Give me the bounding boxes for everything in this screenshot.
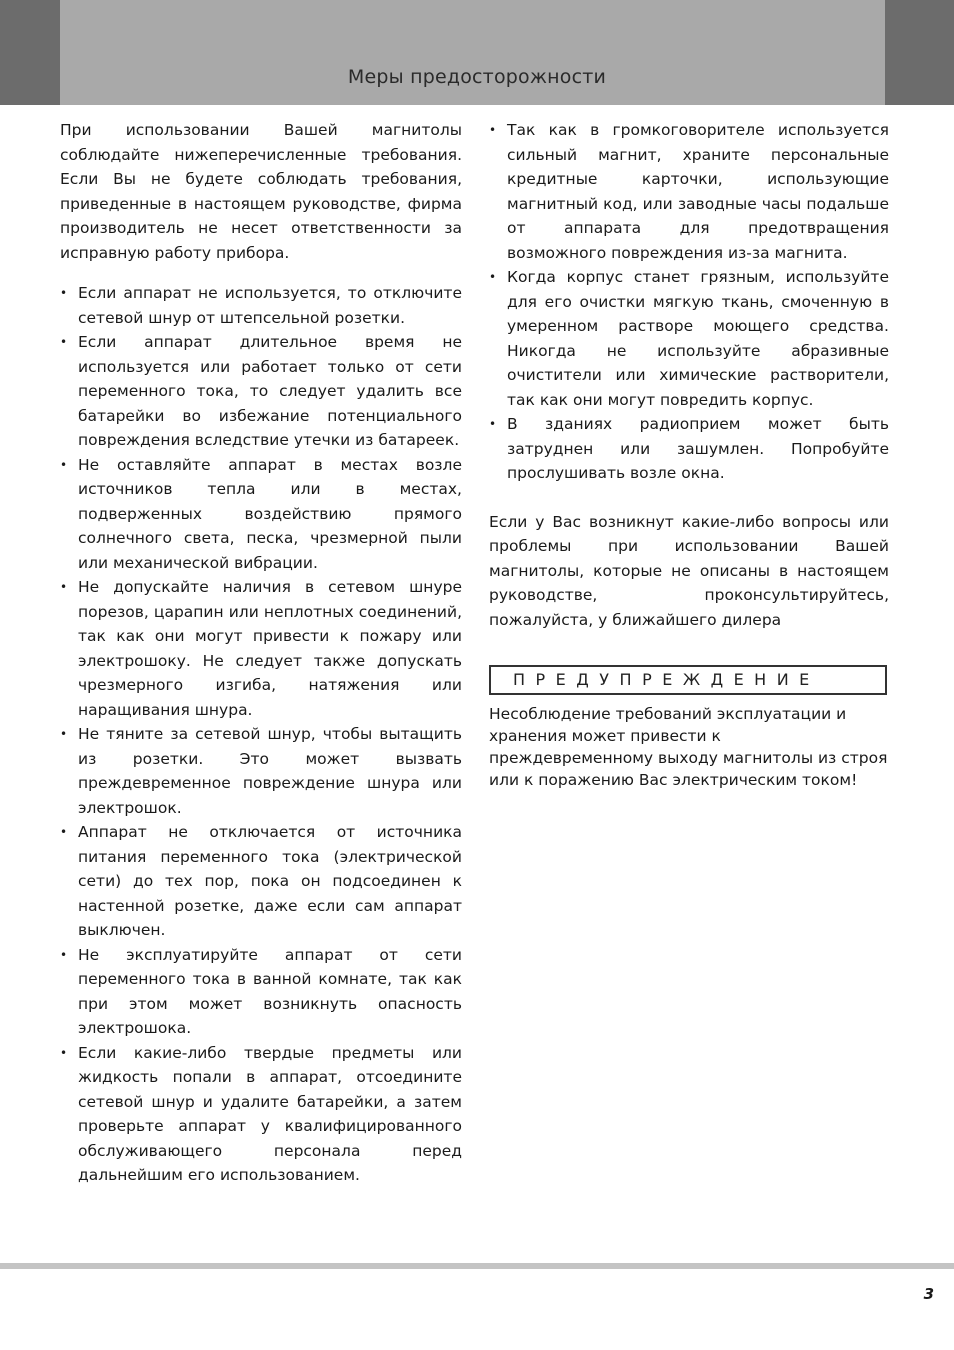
left-bullet-list: [60, 281, 462, 1188]
bullet-icon: •: [60, 335, 68, 349]
bullet-icon: •: [489, 417, 497, 431]
list-item: [60, 1041, 462, 1188]
list-item: [60, 281, 462, 330]
bullet-icon: •: [60, 825, 68, 839]
list-item: [60, 943, 462, 1041]
bullet-icon: •: [60, 947, 68, 962]
bullet-icon: •: [60, 580, 68, 594]
bullet-icon: •: [489, 270, 497, 284]
list-item-text: Не оставляйте аппарат в местах возле источников тепла или в местах, подверженных воздействию прямого солнечного света, песка, чрезмерной пыли или механической вибрации.: [78, 455, 462, 572]
list-item: [489, 412, 889, 486]
bullet-icon: •: [60, 286, 68, 300]
list-item: [489, 265, 889, 412]
list-item-text: Если аппарат длительное время не используется или работает только от сети переменного тока, то следует удалить все батарейки во избежание потенциального повреждения вследствие утечки из батареек.: [78, 333, 462, 449]
intro-paragraph: При использовании Вашей магнитолы соблюдайте нижеперечисленные требования. Если Вы не будете соблюдать требования, приведенные в настоящем руководстве, фирма производитель не несет ответственности за исправную работу прибора.: [60, 121, 462, 262]
header-left-block: [0, 0, 60, 105]
list-item: [60, 575, 462, 722]
list-item-text: Не допускайте наличия в сетевом шнуре порезов, царапин или неплотных соединений, так как они могут привести к пожару или электрошоку. Не следует также допускать чрезмерного изгиба, натяжения или наращивания шнура.: [78, 578, 462, 719]
left-column: [60, 118, 462, 1188]
header-band: [0, 0, 954, 105]
list-item: [60, 330, 462, 453]
right-bullet-list: [489, 118, 889, 486]
list-item-text: Если какие-либо твердые предметы или жидкость попали в аппарат, отсоедините сетевой шнур и удалите батарейки, а затем проверьте аппарат у квалифицированного обслуживающего персонала перед дальнейшим его использованием.: [78, 1043, 462, 1184]
bullet-icon: •: [60, 1045, 68, 1060]
list-item-text: Не эксплуатируйте аппарат от сети переменного тока в ванной комнате, так как при этом может возникнуть опасность электрошока.: [78, 945, 462, 1037]
list-item-text: Не тяните за сетевой шнур, чтобы вытащить из розетки. Это может вызвать преждевременное повреждение шнура или электрошок.: [78, 725, 462, 817]
list-item: [60, 722, 462, 820]
list-item-text: Если аппарат не используется, то отключите сетевой шнур от штепсельной розетки.: [78, 284, 462, 327]
list-item-text: В зданиях радиоприем может быть затруднен или зашумлен. Попробуйте прослушивать возле окна.: [507, 415, 889, 482]
warning-box: [489, 665, 887, 695]
list-item-text: Аппарат не отключается от источника питания переменного тока (электрической сети) до тех пор, пока он подсоединен к настенной розетке, даже если сам аппарат выключен.: [78, 823, 462, 939]
page-number: 3: [923, 1285, 934, 1303]
list-item: [489, 118, 889, 265]
list-item: [60, 453, 462, 576]
right-column: [489, 118, 889, 791]
bullet-icon: •: [60, 727, 68, 741]
page-title: Меры предосторожности: [347, 66, 607, 88]
warning-heading: ПРЕДУПРЕЖДЕНИЕ: [513, 669, 820, 689]
bullet-icon: •: [60, 457, 68, 472]
list-item: [60, 820, 462, 943]
header-right-block: [885, 0, 954, 105]
list-item-text: Так как в громкоговорителе используется сильный магнит, храните персональные кредитные карточки, использующие магнитный код, или заводные часы подальше от аппарата для предотвращения возможного повреждения из-за магнита.: [507, 121, 889, 262]
contact-paragraph: Если у Вас возникнут какие-либо вопросы или проблемы при использовании Вашей магнитолы, которые не описаны в настоящем руководстве, проконсультируйтесь, пожалуйста, у ближайшего дилера: [489, 512, 889, 629]
bullet-icon: •: [489, 123, 497, 137]
warning-paragraph: Несоблюдение требований эксплуатации и хранения может привести к преждевременному выходу магнитолы из строя или к поражению Вас электрическим током!: [489, 705, 888, 789]
list-item-text: Когда корпус станет грязным, используйте для его очистки мягкую ткань, смоченную в умеренном растворе моющего средства. Никогда не используйте абразивные очистители или химические растворители, так как они могут повредить корпус.: [507, 268, 889, 409]
footer-bar: [0, 1263, 954, 1269]
